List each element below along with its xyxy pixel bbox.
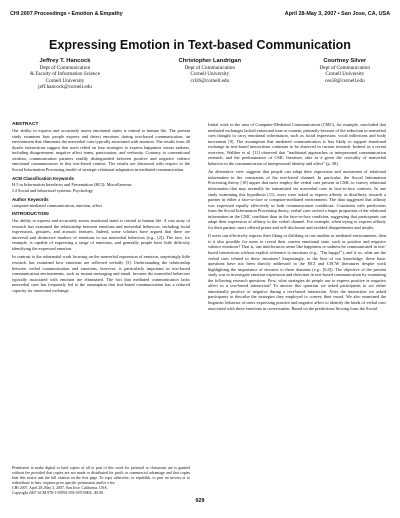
- intro-paragraph: Our ability to express and accurately assess emotional states is central to human life. A vast array of research has examined the relationship between emotions and nonverbal behaviors, including facial expressions, gestures, and acoustic features. Indeed, some scholars have argued that there are universal and distinctive markers of emotions in our nonverbal behaviors (e.g., [2]). The face, for example, is capable of expressing a range of emotions, and generally people have little difficulty identifying the expressed emotion.: [12, 218, 190, 251]
- author-name: Courtney Silver: [323, 58, 367, 64]
- author-email: crl26@cornell.edu: [190, 77, 230, 84]
- keywords-heading: Author Keywords: [12, 197, 49, 203]
- author-email: ces58@cornell.edu: [324, 77, 365, 84]
- author-affiliation: Cornell University: [190, 71, 230, 78]
- permission-notice: Permission to make digital or hard copies of all or part of this work for personal or classroom use is granted without fee provided that copies are not made or distributed for profit or commercial advantage and that copies bear this notice and the full citation on the first page. To copy otherwise, or republish, to post on servers or to redistribute to lists, requires prior specific permission and/or a fee.: [12, 466, 190, 485]
- page-number: 929: [195, 498, 205, 504]
- introduction-heading: INTRODUCTION: [12, 212, 49, 218]
- author-name: Jeffrey T. Hancock: [39, 58, 91, 64]
- paper-title: Expressing Emotion in Text-based Communication: [49, 38, 351, 52]
- running-header-left: CHI 2007 Proceedings • Emotion & Empathy: [10, 11, 123, 17]
- author-affiliation: Cornell University: [325, 71, 365, 78]
- intro-paragraph: In contrast to the substantial work focusing on the nonverbal expression of emotion, surprisingly little research has examined how emotions are reflected verbally [3]. Understanding the relationship between verbal communication and emotions, however, is particularly important in text-based communication environments, such as instant messaging and email, because the nonverbal behaviors typically associated with emotion are eliminated. The fact that mediated communication lacks nonverbal cues has frequently led to the assumption that text-based communication has a reduced capacity for emotional exchange.: [12, 254, 190, 293]
- author-affiliation: Dept of Communication: [184, 65, 235, 71]
- copyright-footnote: [12, 466, 190, 496]
- author-email: jeff.hancock@cornell.edu: [38, 83, 92, 90]
- running-header: [10, 8, 390, 20]
- author-3: [320, 58, 370, 90]
- running-header-right: April 28-May 3, 2007 • San Jose, CA, USA: [284, 11, 390, 17]
- keywords-text: computer-mediated communication, emotion, affect: [12, 202, 103, 208]
- body-paragraph: Initial work in the area of Computer-Mediated Communication (CMC), for example, concluded that mediated exchanges lacked emotional tone or content, primarily because of the reduction in nonverbal cues thought to carry emotional information, such as facial expression, vocal inflections and body movement [9]. The assumption that mediated communication is less likely to support emotional exchange in text-based interactions continues to be observed in current research. Indeed, in a recent overview, Walther et al. [11] observed that "traditional approaches to interpersonal communication research, and the predominance of CMC literature, take as a given the criticality of nonverbal behavior in the communication of interpersonal identity and affect" (p. 38).: [208, 122, 386, 166]
- copyright-line: Copyright 2007 ACM 978-1-59593-593-9/07/0004...$5.00.: [12, 491, 105, 495]
- conference-line: CHI 2007, April 28–May 3, 2007, San Jose, California, USA.: [12, 486, 108, 490]
- author-affiliation: Cornell University: [45, 77, 85, 84]
- abstract-text: Our ability to express and accurately assess emotional states is central to human life. The present study examines how people express and detect emotions during text-based communication, an environment that eliminates the nonverbal cues typically associated with emotion. The results from 40 dyadic interactions suggest that users relied on four strategies to express happiness versus sadness, including disagreement, negative affect terms, punctuation, and verbosity. Contrary to conventional wisdom, communication partners readily distinguished between positive and negative valence emotional communicators in this text-based context. The results are discussed with respect to the Social Information Processing model of strategic relational adaptation in mediated communication.: [12, 128, 190, 172]
- acm-classification: H.5 m Information Interfaces and Presentation (HCI): Miscellaneous: [12, 181, 132, 187]
- abstract-heading: ABSTRACT: [12, 122, 39, 127]
- acm-classification: J.4 Social and behavioral systems: Psychology: [12, 187, 94, 193]
- author-name: Christopher Landrigan: [178, 58, 242, 64]
- left-column: [12, 122, 190, 462]
- author-affiliation: & Faculty of Information Science: [30, 71, 101, 78]
- author-2: [179, 58, 241, 90]
- author-1: [30, 58, 100, 90]
- body-paragraph: An alternative view suggests that people can adapt their expression and assessment of relational information to the constraints of the text-based channel. In particular, the Social Information Processing theory [10] argues that users employ the verbal cues present in CMC to convey relational information that may normally be transmitted via nonverbal cues in face-to-face contexts. In one study examining this hypothesis [11], users were asked to express affinity or disaffinity towards a partner in either a face-to-face or computer-mediated environment. The data suggested that affinity was expressed equally effectively in both communication conditions. Consistent with predictions from the Social Information Processing theory, verbal cues carried a larger proportion of the relational information in the CMC condition than in the face-to-face condition, suggesting that participants can adapt their expression of affinity to the verbal channel. For example, when trying to express affinity for their partner, users offered praise and self-disclosure and avoided disagreements and insults.: [208, 169, 386, 230]
- author-block: [30, 58, 370, 90]
- author-affiliation: Dept of Communication: [319, 65, 370, 71]
- right-column: [208, 122, 386, 492]
- author-affiliation: Dept of Communication: [39, 65, 91, 71]
- body-paragraph: If users can effectively express their liking or disliking of one another in mediated environments, then is it also possible for users to reveal their current emotional state, such as positive and negative valence emotions? That is, can interlocutors sense like happiness or sadness be communicated in text-based interactions without explicit reference to emotions (e.g., "I'm happy!"), and if so, what are the verbal cues related to these emotions? Surprisingly, to the best of our knowledge, these basic questions have not been directly addressed in the HCI and CSCW literatures despite work highlighting the importance of emotion to these domains (e.g., [6,8]). The objective of the present study was to investigate emotion expression and detection in text-based communication by examining the following research questions. First, what strategies do people use to express positive or negative affect in a text-based interaction? To answer this question we asked participants to act either emotionally positive or negative during a text-based interaction. After the interaction we asked participants to describe the strategies they employed to convey their mood. We also examined the linguistic behavior of users expressing positive and negative affect to identify the kinds of verbal cues associated with these emotions in conversation. Based on the predictions flowing from the Social: [208, 233, 386, 311]
- acm-heading: ACM Classification Keywords: [12, 176, 74, 182]
